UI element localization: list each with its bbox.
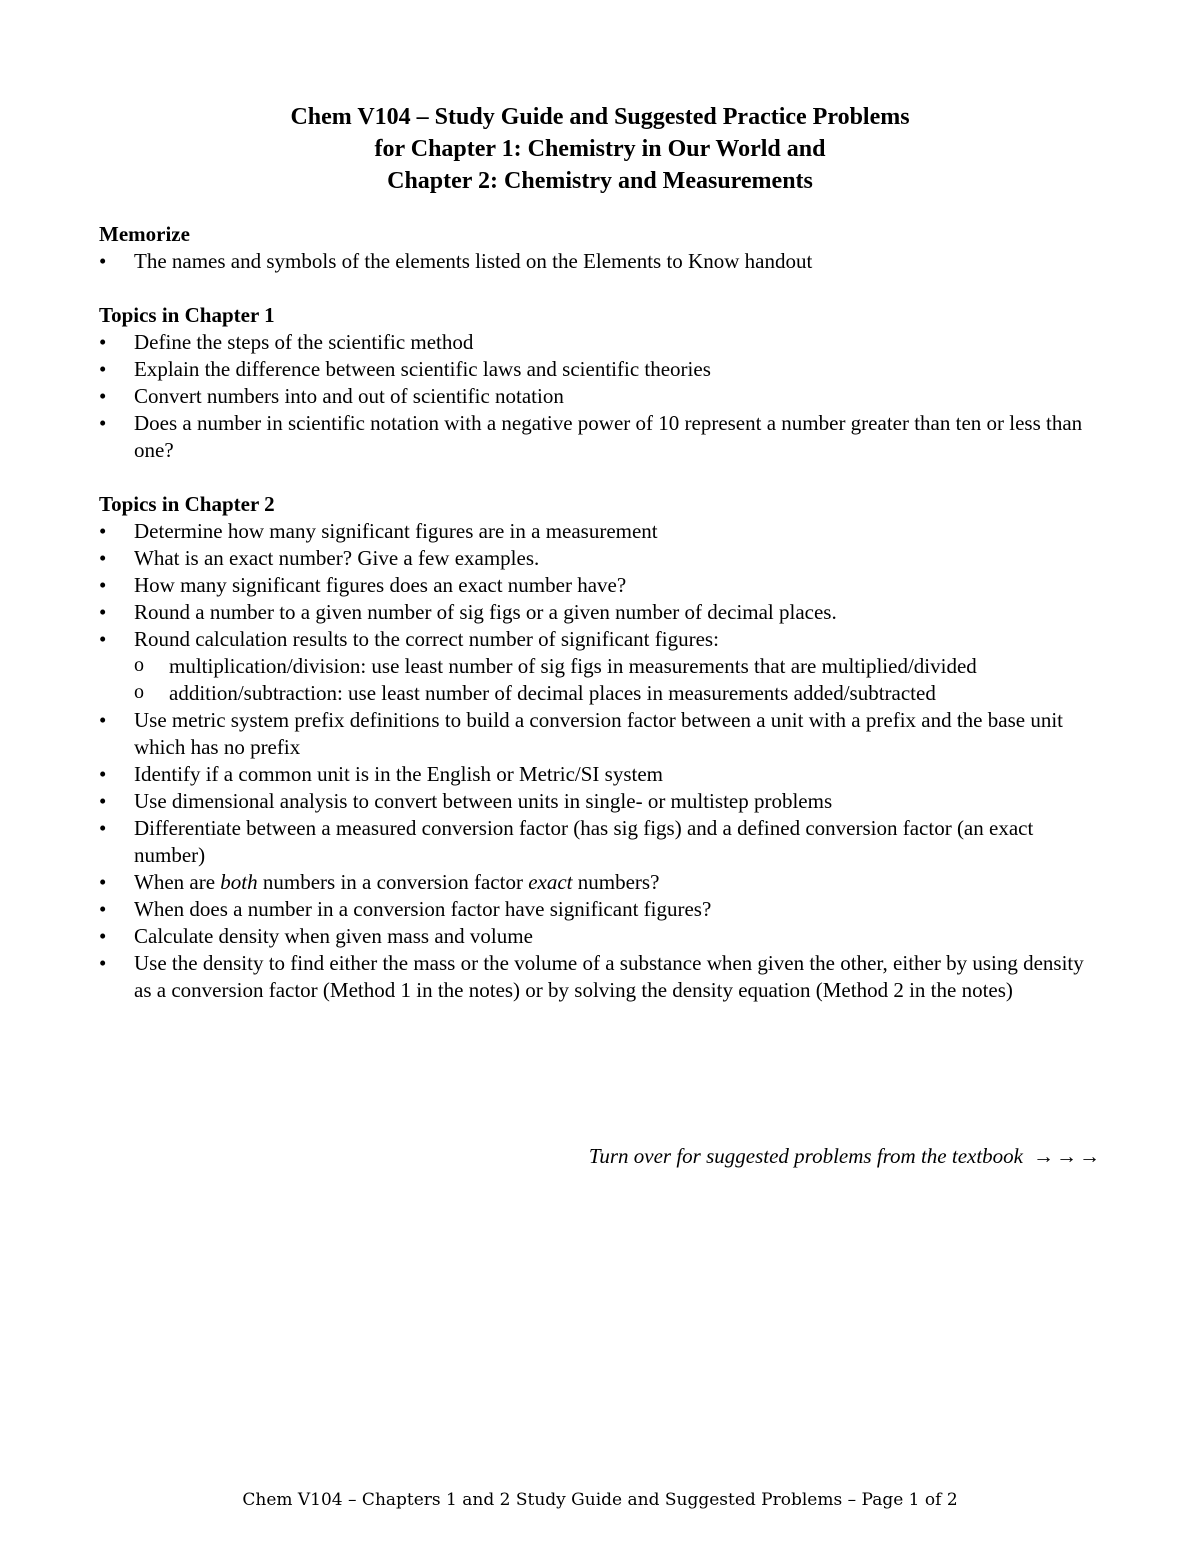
bullet-icon: • [99, 708, 107, 732]
list-item [99, 788, 1099, 815]
list-item [99, 572, 1099, 599]
bullet-icon: • [99, 870, 107, 894]
list-item [99, 707, 1099, 761]
bullet-icon: • [99, 762, 107, 786]
turn-over-note [589, 1143, 1102, 1170]
document-title [0, 101, 1200, 197]
list-item [99, 356, 1099, 383]
sub-list-item [134, 680, 1099, 707]
turn-over-text: Turn over for suggested problems from the textbook [588, 1144, 1023, 1168]
bullet-icon: • [99, 411, 107, 435]
title-line-2: for Chapter 1: Chemistry in Our World and [374, 136, 826, 162]
sub-list-item [134, 653, 1099, 680]
list-item [99, 518, 1099, 545]
list-item-text: Determine how many significant figures are in a measurement [134, 519, 658, 543]
bullet-icon: • [99, 816, 107, 840]
text-segment: When are [134, 870, 221, 894]
list-item-text: Explain the difference between scientific laws and scientific theories [134, 357, 711, 381]
right-arrows-icon: →→→ [1033, 1144, 1102, 1168]
emphasis-both: both [220, 870, 258, 894]
bullet-icon: • [99, 519, 107, 543]
list-item-text: What is an exact number? Give a few examples. [134, 546, 540, 570]
list-item [99, 896, 1099, 923]
emphasis-exact: exact [528, 870, 573, 894]
bullet-icon: • [99, 384, 107, 408]
sub-list-item-text: multiplication/division: use least number of sig figs in measurements that are multiplied/divided [169, 654, 977, 678]
list-item [99, 410, 1099, 464]
list-item [99, 815, 1099, 869]
bullet-icon: • [99, 546, 107, 570]
list-item [99, 626, 1099, 707]
chapter2-list [99, 518, 1099, 1004]
list-item [99, 950, 1099, 1004]
list-item [99, 761, 1099, 788]
list-item-text: The names and symbols of the elements listed on the Elements to Know handout [134, 249, 813, 273]
bullet-icon: • [99, 573, 107, 597]
bullet-icon: • [99, 897, 107, 921]
chapter2-heading: Topics in Chapter 2 [99, 492, 275, 516]
bullet-icon: • [99, 627, 107, 651]
list-item-text: Use metric system prefix definitions to build a conversion factor between a unit with a prefix and the base unit which has no prefix [134, 708, 1063, 759]
rounding-sublist [134, 653, 1099, 707]
page-footer: Chem V104 – Chapters 1 and 2 Study Guide and Suggested Problems – Page 1 of 2 [242, 1490, 958, 1510]
list-item-text: When does a number in a conversion factor have significant figures? [134, 897, 712, 921]
list-item [99, 923, 1099, 950]
list-item-text: Round calculation results to the correct number of significant figures: [134, 627, 719, 651]
memorize-list [99, 248, 1099, 275]
bullet-icon: • [99, 249, 107, 273]
chapter1-heading: Topics in Chapter 1 [99, 303, 275, 327]
list-item [99, 869, 1099, 896]
bullet-icon: • [99, 951, 107, 975]
bullet-icon: • [99, 924, 107, 948]
bullet-icon: • [99, 330, 107, 354]
circle-bullet-icon: o [134, 654, 144, 676]
list-item [99, 248, 1099, 275]
chapter1-section [99, 302, 1099, 464]
list-item [99, 599, 1099, 626]
list-item-text: How many significant figures does an exact number have? [134, 573, 627, 597]
document-body [99, 221, 1099, 1031]
chapter2-section [99, 491, 1099, 1004]
list-item [99, 329, 1099, 356]
list-item-text: Use the density to find either the mass or the volume of a substance when given the other, either by using density as a conversion factor (Method 1 in the notes) or by solving the density equation (Method 2 in the notes) [134, 951, 1084, 1002]
list-item-text: Use dimensional analysis to convert between units in single- or multistep problems [134, 789, 833, 813]
list-item-text-both-exact [134, 870, 659, 894]
list-item [99, 383, 1099, 410]
text-segment: numbers? [572, 870, 660, 894]
text-segment: numbers in a conversion factor [257, 870, 529, 894]
list-item [99, 545, 1099, 572]
sub-list-item-text: addition/subtraction: use least number of decimal places in measurements added/subtracted [169, 681, 936, 705]
circle-bullet-icon: o [134, 681, 144, 703]
list-item-text: Define the steps of the scientific method [134, 330, 474, 354]
list-item-text: Identify if a common unit is in the English or Metric/SI system [134, 762, 664, 786]
chapter1-list [99, 329, 1099, 464]
bullet-icon: • [99, 357, 107, 381]
memorize-section [99, 221, 1099, 275]
bullet-icon: • [99, 789, 107, 813]
title-line-1: Chem V104 – Study Guide and Suggested Practice Problems [290, 104, 910, 130]
bullet-icon: • [99, 600, 107, 624]
list-item-text: Calculate density when given mass and volume [134, 924, 533, 948]
list-item-text: Convert numbers into and out of scientific notation [134, 384, 564, 408]
list-item-text: Round a number to a given number of sig figs or a given number of decimal places. [134, 600, 837, 624]
list-item-text: Differentiate between a measured conversion factor (has sig figs) and a defined conversion factor (an exact number) [134, 816, 1034, 867]
title-line-3: Chapter 2: Chemistry and Measurements [387, 168, 813, 194]
list-item-text: Does a number in scientific notation with a negative power of 10 represent a number greater than ten or less than one? [134, 411, 1083, 462]
memorize-heading: Memorize [99, 222, 190, 246]
